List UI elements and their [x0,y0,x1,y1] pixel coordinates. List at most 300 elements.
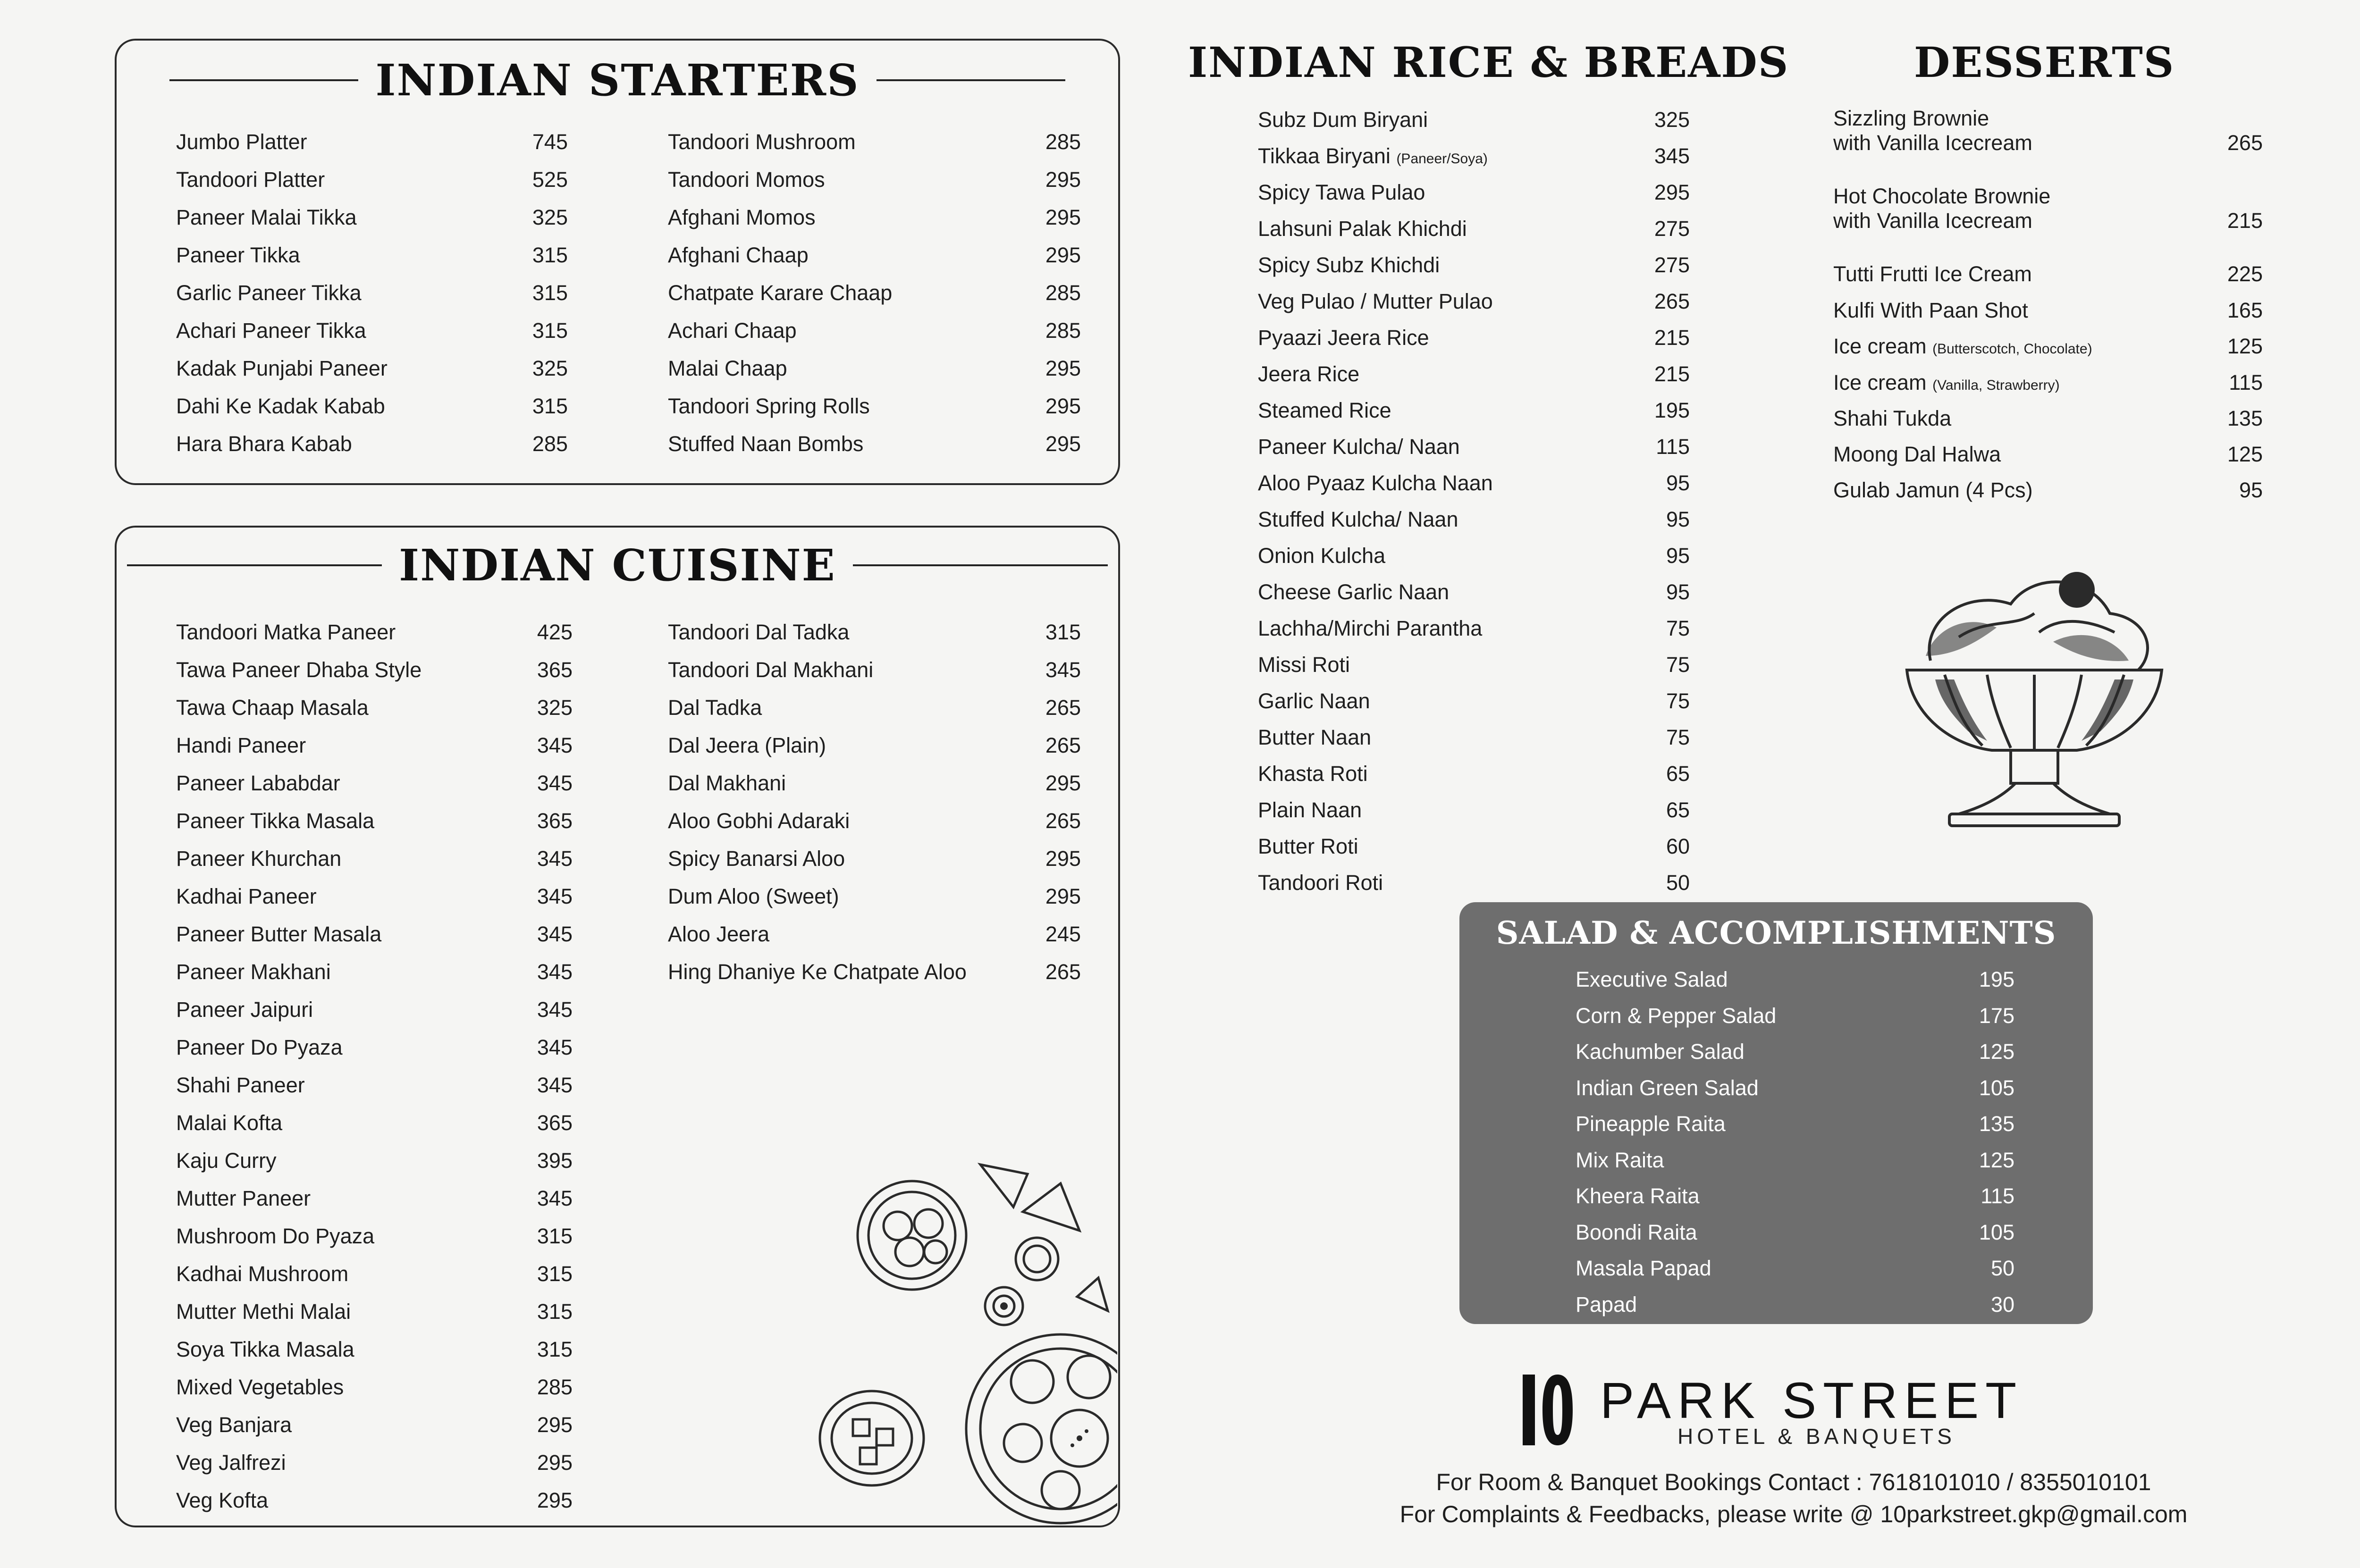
menu-item-price: 285 [1045,130,1081,154]
menu-item [1258,864,1690,901]
cuisine-title: INDIAN CUISINE [399,540,836,591]
menu-item-name: Kadhai Mushroom [176,1262,349,1286]
menu-item-name: Tandoori Spring Rolls [668,394,870,418]
menu-item-name: Indian Green Salad [1576,1075,1759,1100]
menu-item-name: Jumbo Platter [176,130,307,154]
menu-item [1258,683,1690,719]
menu-item [1258,138,1690,174]
menu-item-note: (Paneer/Soya) [1396,151,1488,167]
menu-item-name: Lahsuni Palak Khichdi [1258,216,1467,241]
menu-item-name: Stuffed Naan Bombs [668,432,864,456]
menu-item-name-group [176,922,381,947]
menu-item-price: 75 [1666,688,1690,713]
menu-item [176,764,573,802]
menu-item-name-group [1258,798,1362,822]
menu-item-price: 295 [1654,180,1690,204]
dessert-name: Shahi Tukda [1833,406,1952,430]
menu-item-name-group [668,281,892,305]
menu-item-name-group [176,168,325,192]
menu-item-price: 50 [1990,1256,2014,1281]
menu-item-price: 75 [1666,652,1690,677]
menu-item-name-group [1258,544,1385,568]
menu-item [176,727,573,764]
menu-item [176,1444,573,1482]
brand-subtitle: HOTEL & BANQUETS [1677,1424,1955,1449]
menu-item [176,1217,573,1255]
menu-item-price: 315 [537,1224,573,1248]
menu-item [176,425,568,463]
dessert-item [1833,442,2263,467]
menu-item-name-group [1258,834,1358,859]
dessert-name-line1: Hot Chocolate Brownie [1833,184,2051,208]
menu-item-name-group [176,1186,311,1211]
menu-item-name-group [668,168,825,192]
menu-item-price: 195 [1979,967,2014,992]
feedback-contact: For Complaints & Feedbacks, please write @ 10parkstreet.gkp@gmail.com [1399,1501,2188,1527]
menu-item-price: 345 [1045,658,1081,682]
menu-item-price: 75 [1666,616,1690,640]
dessert-row [1833,334,2263,359]
menu-item-price: 345 [537,960,573,984]
menu-item [1576,1250,2014,1287]
menu-item-name: Spicy Subz Khichdi [1258,252,1440,277]
menu-item [668,274,1081,312]
menu-item-name: Afghani Chaap [668,243,809,267]
menu-item-name: Plain Naan [1258,797,1362,822]
menu-item [176,1029,573,1066]
menu-item-name-group [668,922,769,947]
dessert-item [1833,262,2263,286]
starters-title: INDIAN STARTERS [375,55,860,106]
dessert-name: Ice cream [1833,334,1927,358]
menu-item-name-group [176,281,362,305]
dessert-name: with Vanilla Icecream [1833,131,2032,155]
menu-item-price: 95 [1666,543,1690,568]
menu-item-name: Veg Banjara [176,1413,292,1437]
menu-item-price: 105 [1979,1220,2014,1244]
menu-item-name: Mix Raita [1576,1148,1664,1172]
menu-item-price: 295 [1045,205,1081,229]
menu-item-name: Hara Bhara Kabab [176,432,352,456]
menu-item-price: 125 [1979,1040,2014,1064]
dessert-row [1833,209,2263,233]
menu-item-name: Dal Tadka [668,696,762,720]
menu-item-price: 285 [532,432,568,456]
menu-item-name-group [176,847,341,871]
menu-item-name: Mutter Methi Malai [176,1300,351,1324]
menu-item-name-group [1258,326,1429,350]
menu-item-name: Garlic Paneer Tikka [176,281,362,305]
menu-item-name: Pineapple Raita [1576,1112,1726,1136]
menu-item-name-group [1258,217,1467,241]
menu-item-price: 285 [537,1375,573,1399]
menu-item-price: 175 [1979,1003,2014,1028]
menu-item [668,840,1081,878]
menu-item-price: 95 [1666,507,1690,531]
menu-item-name: Paneer Tikka Masala [176,809,375,833]
menu-item-name: Paneer Lababdar [176,771,340,795]
menu-item-price: 245 [1045,922,1081,946]
menu-item-price: 65 [1666,797,1690,822]
dessert-name: Tutti Frutti Ice Cream [1833,262,2032,286]
menu-item [176,1331,573,1368]
menu-item-name: Kachumber Salad [1576,1040,1745,1064]
menu-item-name-group [1258,871,1383,895]
dessert-row [1833,478,2263,503]
salad-panel [1459,902,2093,1324]
menu-item-name-group [1576,1148,1664,1173]
menu-item-name: Mixed Vegetables [176,1375,344,1399]
menu-item-name: Paneer Makhani [176,960,331,984]
menu-item-name: Dal Makhani [668,771,786,795]
menu-item-name: Papad [1576,1292,1637,1316]
menu-item-name-group [668,130,856,154]
menu-item-price: 295 [1045,168,1081,192]
menu-item-name-group [1258,180,1425,205]
dessert-name: Kulfi With Paan Shot [1833,298,2028,322]
menu-item-price: 265 [1045,733,1081,757]
menu-item [668,199,1081,236]
menu-item-name: Tandoori Dal Makhani [668,658,874,682]
menu-item-name-group [176,1111,282,1135]
menu-item-name: Tawa Chaap Masala [176,696,369,720]
menu-item-price: 115 [1981,1184,2014,1208]
menu-item-name-group [176,356,388,381]
heading-rule [853,564,1108,566]
menu-item-price: 395 [537,1149,573,1173]
menu-item-name-group [668,847,845,871]
menu-item [1258,101,1690,138]
menu-item [1258,755,1690,792]
menu-item-price: 105 [1979,1075,2014,1100]
dessert-price: 265 [2227,131,2263,155]
menu-item-price: 315 [537,1300,573,1324]
menu-item-name: Tandoori Dal Tadka [668,620,850,644]
menu-item-name-group [1576,1112,1726,1136]
menu-item-name: Stuffed Kulcha/ Naan [1258,507,1458,531]
dessert-row [1833,298,2263,323]
heading-rule [169,79,358,81]
menu-item-name: Tandoori Mushroom [668,130,856,154]
menu-item-name-group [176,658,421,682]
menu-item [176,1142,573,1180]
brand-logo [1520,1371,2048,1451]
menu-item-name-group [1576,1040,1745,1064]
menu-item-price: 265 [1045,696,1081,720]
menu-item-name-group [176,1035,343,1060]
dessert-item [1833,334,2263,359]
menu-item-name-group [176,1375,344,1400]
menu-item-name: Steamed Rice [1258,398,1391,422]
menu-item-name: Spicy Tawa Pulao [1258,180,1425,204]
menu-item-price: 295 [1045,356,1081,380]
dessert-price: 125 [2227,334,2263,358]
menu-item-price: 325 [532,205,568,229]
menu-item [668,651,1081,689]
menu-item-name: Garlic Naan [1258,688,1370,713]
menu-item-name-group [1258,471,1493,495]
menu-item-price: 295 [537,1488,573,1512]
menu-item-price: 365 [537,1111,573,1135]
menu-item [1258,828,1690,864]
menu-item [1258,465,1690,501]
menu-item-name-group [176,998,313,1022]
menu-item [668,350,1081,387]
menu-item-price: 60 [1666,834,1690,858]
menu-item-price: 345 [537,922,573,946]
menu-item-name-group [176,394,385,419]
salad-title: SALAD & ACCOMPLISHMENTS [1496,914,2057,951]
menu-item [176,1293,573,1331]
menu-item [1576,962,2014,998]
menu-item [668,123,1081,161]
menu-item-price: 345 [537,771,573,795]
dessert-price: 165 [2227,298,2263,322]
menu-item-name-group [668,205,816,230]
menu-item-name-group [1576,1004,1776,1028]
dessert-name-group [1833,131,2032,155]
menu-item-price: 295 [537,1451,573,1475]
menu-item-name: Aloo Gobhi Adaraki [668,809,850,833]
menu-item [176,123,568,161]
menu-item-name-group [176,205,357,230]
menu-item-name-group [176,960,331,984]
menu-item-name-group [668,809,850,833]
cuisine-panel [115,526,1120,1527]
menu-item-name-group [668,733,826,758]
menu-item [668,953,1081,991]
menu-item-price: 195 [1654,398,1690,422]
dessert-row [1833,442,2263,467]
menu-item-price: 135 [1979,1112,2014,1136]
menu-item [1258,356,1690,392]
menu-item-price: 345 [537,1073,573,1097]
menu-item-price: 295 [1045,432,1081,456]
menu-item-price: 345 [1654,143,1690,168]
menu-item-name: Mutter Paneer [176,1186,311,1210]
menu-item-name: Afghani Momos [668,205,816,229]
menu-item-name: Veg Jalfrezi [176,1451,286,1475]
dessert-name-group [1833,478,2033,503]
menu-item-name: Subz Dum Biryani [1258,107,1428,132]
menu-item-price: 325 [537,696,573,720]
menu-item [1258,501,1690,537]
dessert-item [1833,106,2263,155]
menu-item-name-group [1576,1076,1759,1100]
menu-item-price: 65 [1666,761,1690,786]
menu-item-name: Tawa Paneer Dhaba Style [176,658,422,682]
menu-item [1258,574,1690,610]
menu-item [668,727,1081,764]
menu-item-name: Onion Kulcha [1258,543,1386,568]
menu-item-price: 315 [532,281,568,305]
menu-item-name-group [176,243,300,268]
menu-item-price: 95 [1666,470,1690,495]
menu-item-price: 285 [1045,319,1081,343]
dessert-name-group [1833,209,2032,233]
menu-item [176,1255,573,1293]
menu-item-price: 295 [537,1413,573,1437]
menu-item-price: 345 [537,1035,573,1059]
menu-item [668,161,1081,199]
menu-item-name-group [1576,967,1728,992]
menu-item [176,840,573,878]
menu-item-name-group [176,696,369,720]
menu-item-name-group [1576,1220,1697,1245]
menu-item [1258,392,1690,428]
dessert-item [1833,478,2263,503]
menu-item [1576,1287,2014,1323]
dessert-name: Gulab Jamun (4 Pcs) [1833,478,2033,502]
menu-item-name-group [176,1413,292,1437]
menu-item-name: Mushroom Do Pyaza [176,1224,375,1248]
menu-item [1258,646,1690,683]
heading-rule [877,79,1065,81]
menu-item [176,161,568,199]
dessert-name-group [1833,406,1951,431]
menu-item-name-group [176,1149,277,1173]
dessert-name-group [1833,370,2060,395]
dessert-name-group [1833,442,2001,467]
menu-item-name-group [176,809,374,833]
menu-item-price: 315 [532,394,568,418]
menu-item [1258,210,1690,247]
menu-item [176,915,573,953]
menu-item-name-group [1576,1256,1711,1281]
menu-item [176,1066,573,1104]
menu-item [176,1180,573,1217]
menu-item-name: Achari Chaap [668,319,797,343]
menu-item-name-group [668,884,839,909]
menu-item-name: Tandoori Matka Paneer [176,620,396,644]
menu-item-price: 265 [1045,960,1081,984]
dessert-row [1833,406,2263,431]
menu-item [1258,537,1690,574]
menu-item [1258,174,1690,210]
dessert-price: 95 [2239,478,2263,502]
menu-item [176,312,568,350]
menu-item-price: 295 [1045,771,1081,795]
menu-item [1258,319,1690,356]
menu-item-name-group [1576,1292,1637,1317]
menu-item-price: 275 [1654,252,1690,277]
menu-item [176,613,573,651]
menu-item-price: 425 [537,620,573,644]
menu-item-name: Paneer Do Pyaza [176,1035,343,1059]
dessert-name: Ice cream [1833,370,1927,394]
menu-item-name: Aloo Jeera [668,922,770,946]
menu-item-name-group [176,1337,354,1362]
menu-item-name: Dum Aloo (Sweet) [668,884,839,908]
menu-item [668,236,1081,274]
menu-item [1576,1034,2014,1070]
dessert-row [1833,370,2263,395]
menu-item-name: Khasta Roti [1258,761,1368,786]
dessert-price: 135 [2227,406,2263,430]
menu-item [668,613,1081,651]
menu-item-name: Veg Pulao / Mutter Pulao [1258,289,1493,313]
menu-item [1258,247,1690,283]
menu-item-name-group [668,394,870,419]
dessert-item [1833,370,2263,395]
menu-item-name-group [668,243,809,268]
menu-item-name-group [1258,398,1391,423]
menu-item-price: 50 [1666,870,1690,895]
menu-item-price: 325 [532,356,568,380]
menu-item-name: Tandoori Roti [1258,870,1383,895]
menu-item-price: 215 [1654,325,1690,350]
menu-item-name-group [668,696,762,720]
menu-item-name-group [668,356,787,381]
dessert-name: Moong Dal Halwa [1833,442,2001,466]
menu-item [176,274,568,312]
menu-item-price: 265 [1654,289,1690,313]
menu-item-name: Paneer Jaipuri [176,998,313,1022]
menu-item-name-group [668,319,797,343]
menu-item-name-group [1258,653,1350,677]
rice-breads-title: INDIAN RICE & BREADS [1188,38,1789,87]
menu-item-name-group [1258,689,1370,713]
menu-item [176,350,568,387]
menu-item-name: Executive Salad [1576,967,1728,992]
menu-item-name: Tandoori Platter [176,168,325,192]
menu-item-price: 315 [537,1337,573,1361]
menu-item-name-group [1258,616,1482,641]
menu-item [668,915,1081,953]
menu-item-price: 115 [1656,434,1690,459]
menu-item [1258,610,1690,646]
menu-item [176,802,573,840]
menu-item-name-group [1258,253,1440,277]
menu-item [1576,1178,2014,1215]
menu-item-name: Paneer Khurchan [176,847,342,871]
menu-item-name-group [176,884,317,909]
menu-item [668,425,1081,463]
menu-item [176,1406,573,1444]
menu-item-name: Soya Tikka Masala [176,1337,354,1361]
menu-item-name: Paneer Malai Tikka [176,205,357,229]
menu-item-name-group [1258,580,1449,604]
menu-item-price: 295 [1045,847,1081,871]
menu-item-name: Tikkaa Biryani [1258,143,1391,168]
menu-item-name: Hing Dhaniye Ke Chatpate Aloo [668,960,967,984]
menu-item-name: Achari Paneer Tikka [176,319,366,343]
ten-logo-icon [1520,1375,1576,1445]
menu-item [1258,283,1690,319]
dessert-note: (Vanilla, Strawberry) [1932,377,2060,393]
menu-item [176,878,573,915]
menu-item-name: Kadhai Paneer [176,884,317,908]
cuisine-list-left [176,613,573,1519]
menu-item-name: Chatpate Karare Chaap [668,281,893,305]
menu-item-price: 295 [1045,884,1081,908]
menu-item [1258,792,1690,828]
cuisine-list-right [668,613,1081,991]
menu-item-price: 265 [1045,809,1081,833]
menu-item [176,1104,573,1142]
menu-item-name-group [176,620,396,645]
menu-item-name-group [176,733,306,758]
menu-item-name: Veg Kofta [176,1488,269,1512]
menu-item-name: Lachha/Mirchi Parantha [1258,616,1483,640]
dessert-name: with Vanilla Icecream [1833,209,2032,233]
menu-item-price: 315 [532,319,568,343]
menu-item-price: 125 [1979,1148,2014,1172]
menu-item [1576,1142,2014,1179]
menu-item-name: Handi Paneer [176,733,306,757]
menu-item-name-group [176,771,340,796]
menu-item-name-group [668,658,873,682]
